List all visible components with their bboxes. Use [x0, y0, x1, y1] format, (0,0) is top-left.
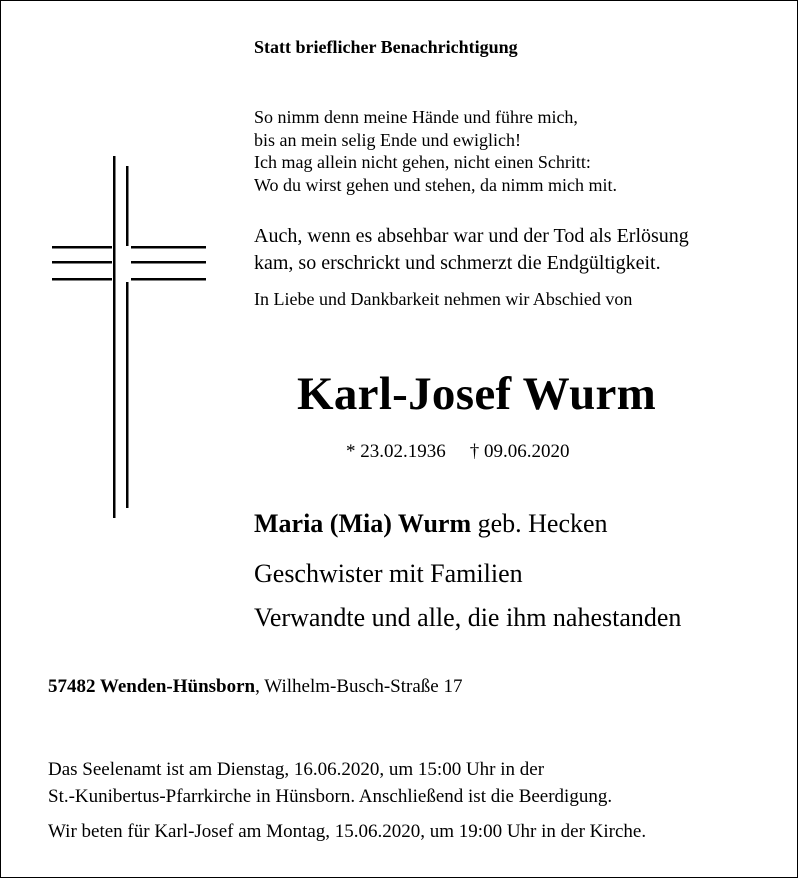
service-info [48, 756, 612, 810]
birth-date: * 23.02.1936 [346, 441, 446, 462]
address-city: 57482 Wenden-Hünsborn [48, 676, 256, 697]
address [48, 676, 462, 698]
farewell-line: In Liebe und Dankbarkeit nehmen wir Abschied von [254, 289, 633, 309]
intro-paragraph [254, 223, 689, 277]
poem-line: So nimm denn meine Hände und führe mich, [254, 107, 578, 127]
intro-line: kam, so erschrickt und schmerzt die Endgültigkeit. [254, 252, 661, 274]
mourner-primary [254, 509, 608, 539]
poem [254, 106, 617, 196]
deceased-name: Karl-Josef Wurm [297, 368, 657, 420]
service-line: Das Seelenamt ist am Dienstag, 16.06.2020, um 15:00 Uhr in der [48, 759, 545, 780]
poem-line: bis an mein selig Ende und ewiglich! [254, 129, 521, 150]
life-dates [346, 441, 570, 463]
poem-line: Ich mag allein nicht gehen, nicht einen Schritt: [254, 152, 591, 172]
mourner-siblings: Geschwister mit Familien [254, 559, 523, 588]
mourner-primary-name: Maria (Mia) Wurm [254, 509, 472, 538]
prayer-info: Wir beten für Karl-Josef am Montag, 15.06.2020, um 19:00 Uhr in der Kirche. [48, 821, 647, 842]
death-date: † 09.06.2020 [469, 441, 570, 462]
address-street: , Wilhelm-Busch-Straße 17 [255, 676, 463, 697]
mourner-primary-suffix: geb. Hecken [471, 509, 608, 538]
intro-line: Auch, wenn es absehbar war und der Tod als Erlösung [254, 225, 689, 247]
poem-line: Wo du wirst gehen und stehen, da nimm mich mit. [254, 174, 617, 195]
notice-heading: Statt brieflicher Benachrichtigung [254, 37, 518, 57]
mourner-relatives: Verwandte und alle, die ihm nahestanden [254, 603, 682, 632]
cross-icon [49, 156, 209, 518]
service-line: St.-Kunibertus-Pfarrkirche in Hünsborn. Anschließend ist die Beerdigung. [48, 786, 613, 807]
